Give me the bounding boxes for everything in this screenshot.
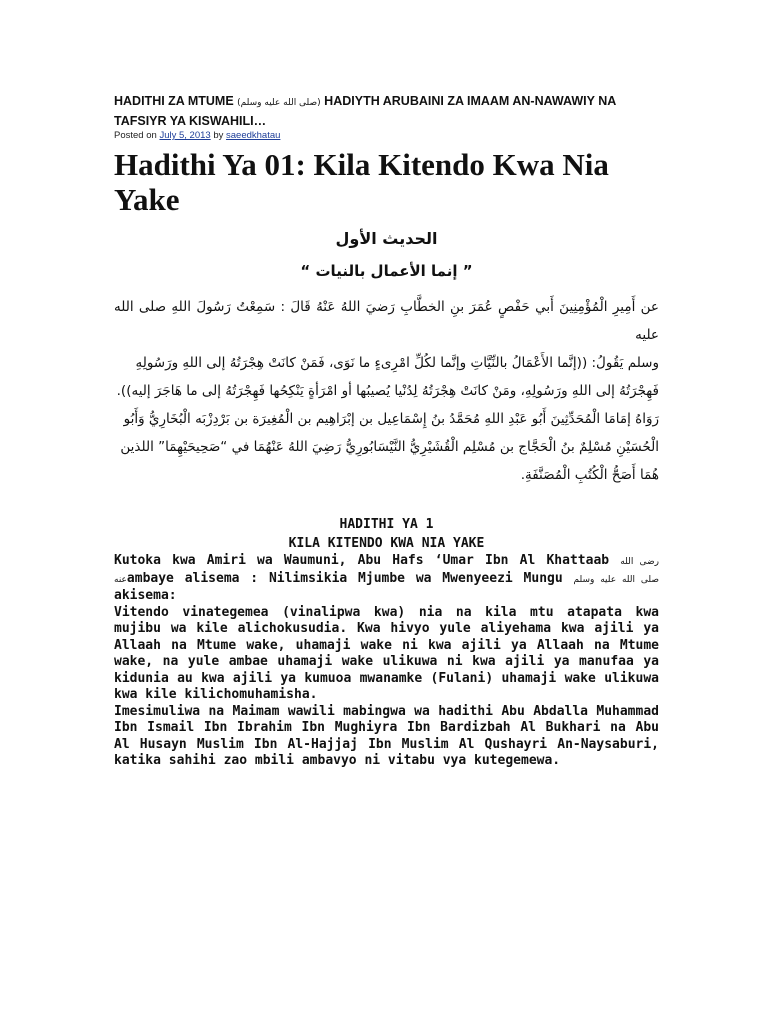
document-page	[114, 92, 659, 770]
intro-text-b: ambaye alisema : Nilimsikia Mjumbe wa Mwenyeezi Mungu	[126, 570, 563, 586]
author-link[interactable]: saeedkhatau	[226, 130, 281, 141]
post-meta	[114, 130, 659, 141]
arabic-line: هُمَا أَصَحُّ الْكُتُبِ الْمُصَنَّفَةِ.	[520, 467, 659, 483]
page-title: Hadithi Ya 01: Kila Kitendo Kwa Nia Yake	[114, 147, 609, 217]
series-prefix: HADITHI ZA MTUME	[114, 94, 234, 108]
arabic-hadith-text	[114, 293, 659, 489]
intro-text-c: akisema:	[114, 588, 177, 603]
arabic-line: عن أَمِيرِ الْمُؤْمِنِينَ أَبي حَفْصٍ عُمَرَ بنِ الخطَّابِ رَضيَ اللهُ عَنْهُ قَالَ : سَمِعْتُ رَسُولَ اللهِ صلى الله عليه	[114, 299, 659, 343]
swahili-heading-title: KILA KITENDO KWA NIA YAKE	[288, 536, 485, 551]
series-arabic-honorific: (صلى الله عليه وسلم)	[237, 98, 321, 108]
arabic-line: وسلم يَقُولُ: ((إنَّما الأَعْمَالُ بالنِّيَّاتِ وإنَّما لكُلِّ امْرِىءٍ ما نَوَى، فَمَنْ كانَتْ هِجْرَتُهُ إلى اللهِ ورَسُولِهِ	[135, 355, 659, 371]
swahili-heading-number: HADITHI YA 1	[339, 517, 434, 532]
arabic-line: الْحُسَيْنِ مُسْلِمٌ بنُ الْحَجَّاج بن مُسْلِم الْقُشَيْرِيُّ النَّيْسَابُورِيُّ رَضِيَ اللهُ عَنْهُمَا في “صَحِيحَيْهِمَا” اللذين	[120, 439, 659, 455]
swahili-paragraph-intro	[114, 553, 659, 605]
arabic-heading: الحديث الأول	[335, 229, 438, 248]
series-title	[114, 92, 659, 130]
intro-text-a: Kutoka kwa Amiri wa Waumuni, Abu Hafs ‘Umar Ibn Al Khattaab	[114, 553, 610, 568]
posted-on-label: Posted on	[114, 130, 157, 141]
swahili-paragraph-narration: Imesimuliwa na Maimam wawili mabingwa wa hadithi Abu Abdalla Muhammad Ibn Ismail Ibn Ibrahim Ibn Mughiyra Ibn Bardizbah Al Bukhari na Abu Al Husayn Muslim Ibn Al-Hajjaj Ibn Muslim Al Qushayri An-Naysaburi, katika sahihi zao mbili ambavyo ni vitabu vya kutegemewa.	[114, 703, 659, 768]
swahili-paragraph-translation: Vitendo vinategemea (vinalipwa kwa) nia na kila mtu atapata kwa mujibu wa kile alichokusudia. Kwa hivyo yule aliyehama kwa ajili ya Allaah na Mtume wake, uhamaji wake ni kwa ajili ya Allaah na Mtume wake, na yule ambae uhamaji wake ulikuwa ni kwa ajili ya manufaa ya kidunia au kwa ajili ya kumuoa mwanamke (Fulani) uhamaji wake ulikuwa kwa kile kilichomuhamisha.	[114, 604, 659, 702]
intro-arabic-honorific-1: رضى الله عنه	[114, 557, 659, 585]
arabic-line: رَوَاهُ إمَامَا الْمُحَدِّثِينَ أَبُو عَبْدِ اللهِ مُحَمَّدُ بنُ إِسْمَاعِيل بن إبْرَاهِيم بن الْمُغِيرَة بن بَرْدِزْبَه الْبُخَارِيُّ وَأَبُو	[123, 411, 659, 427]
arabic-line: فَهِجْرَتُهُ إلى اللهِ ورَسُولِهِ، ومَنْ كانَتْ هِجْرَتُهُ لِدُنْيا يُصيبُها أو امْرَأةٍ يَنْكِحُها فَهِجْرَتُهُ إلى ما هَاجَرَ إليه)).	[116, 383, 659, 399]
series-suffix: HADIYTH ARUBAINI ZA IMAAM AN-NAWAWIY NA TAFSIYR YA KISWAHILI…	[114, 94, 616, 128]
posted-date-link[interactable]: July 5, 2013	[159, 130, 211, 141]
arabic-subheading: ” إنما الأعمال بالنيات “	[300, 262, 473, 280]
posted-by-label: by	[213, 130, 224, 141]
intro-arabic-honorific-2: صلى الله عليه وسلم	[573, 574, 659, 585]
